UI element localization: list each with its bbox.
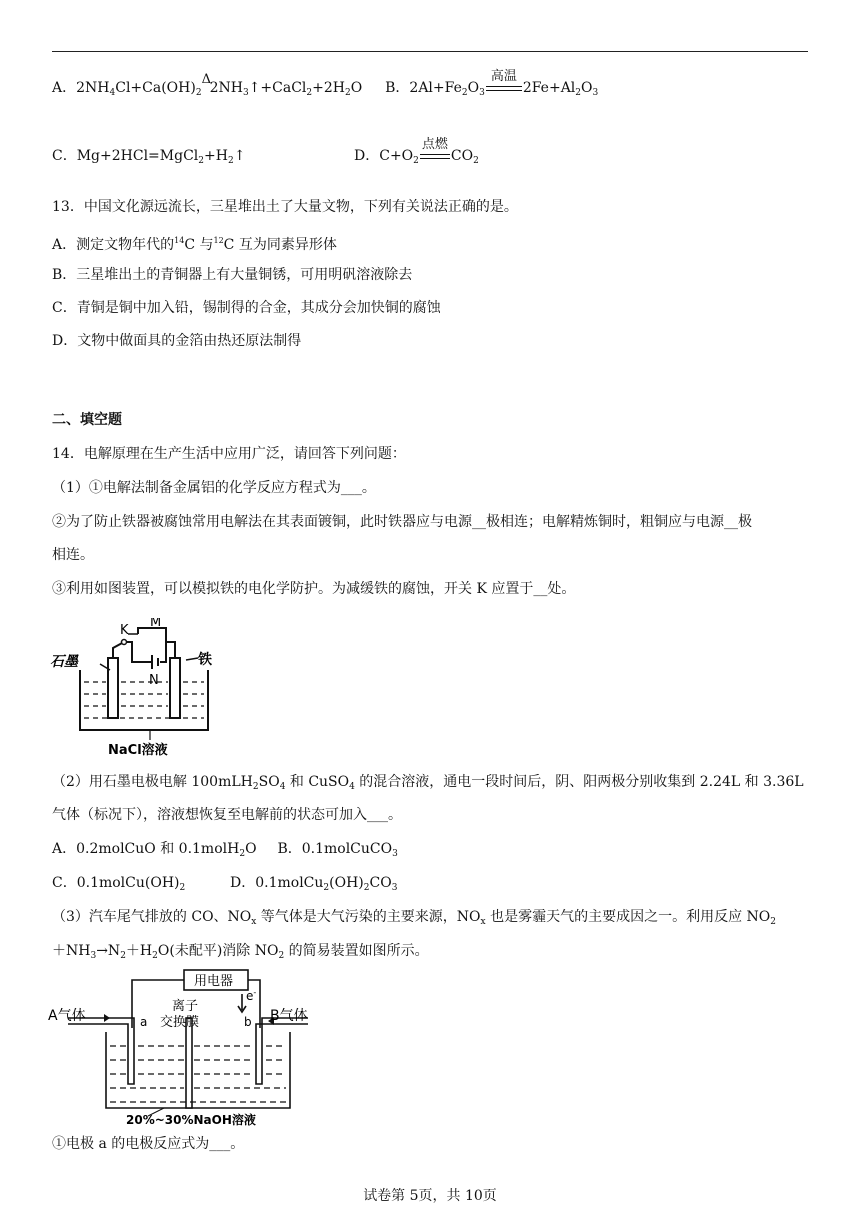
q14-part2-option-b: B．0.1molCuCO$_3$ — [277, 841, 398, 859]
q13-stem: 13．中国文化源远流长，三星堆出土了大量文物，下列有关说法正确的是。 — [52, 199, 518, 215]
q12-option-row-ab — [52, 69, 599, 104]
q14-part1-3: ③利用如图装置，可以模拟铁的电化学防护。为减缓铁的腐蚀，开关 K 应置于__处。 — [52, 581, 576, 597]
switch-contact — [122, 640, 127, 645]
fig2-electrode-b-label: b — [244, 1015, 252, 1029]
q14-part2-options-ab — [52, 838, 398, 865]
reaction-condition: 高温 — [490, 69, 517, 84]
fig2-electron-label: e- — [246, 988, 257, 1003]
fig1-label-solution: NaCl溶液 — [108, 743, 168, 758]
q14-part1-2: ②为了防止铁器被腐蚀常用电解法在其表面镀铜，此时铁器应与电源__极相连；电解精炼铜时，粗铜应与电源__极 — [52, 514, 752, 530]
fig1-label-graphite: 石墨 — [50, 654, 78, 670]
page-footer: 试卷第 5页，共 10页 — [363, 1188, 497, 1204]
q13-option-d: D．文物中做面具的金箔由热还原法制得 — [52, 333, 302, 349]
fig2-gas-a-label: A气体 — [48, 1008, 86, 1024]
q14-part1-1: （1）①电解法制备金属铝的化学反应方程式为___。 — [52, 480, 376, 496]
section-title: 二、填空题 — [52, 412, 122, 428]
q12-option-c: C．$Mg+2HCl=MgCl_2+H_2↑$ — [52, 148, 246, 166]
header-rule — [52, 51, 808, 52]
q14-part3-1: （3）汽车尾气排放的 CO、$NO_x$ 等气体是大气污染的主要来源，$NO_x$ 也是雾霾天气的主要成因之一。利用反应 $NO_2$ — [52, 909, 776, 927]
fig2-solution-label: 20%~30%NaOH溶液 — [126, 1113, 256, 1126]
fig1-label-n: N — [149, 673, 159, 688]
q12-option-d: D．$C+O_2$ 点燃 $CO_2$ — [354, 145, 479, 172]
q14-part3-2: $+NH_3\to N_2+H_2O$(未配平)消除 $NO_2$ 的简易装置如图所示。 — [52, 943, 429, 961]
fig1-label-iron: 铁 — [198, 652, 212, 668]
q13-option-c: C．青铜是铜中加入铅，锡制得的合金，其成分会加快铜的腐蚀 — [52, 300, 441, 316]
figure-iron-protection — [46, 618, 236, 758]
q14-part2-option-d: D．$0.1molCu_2(OH)_2CO_3$ — [230, 875, 398, 893]
heat-symbol: Δ — [201, 72, 211, 87]
fig2-membrane-label-2: 交换膜 — [160, 1015, 200, 1030]
figure-no2-cell — [48, 966, 318, 1126]
q14-part2-1: （2）用石墨电极电解 $100mLH_2SO_4$ 和 CuSO$_4$ 的混合溶液，通电一段时间后，阴、阳两极分别收集到 2.24L 和 3.36L — [52, 774, 804, 792]
q14-part2-option-a: A．0.2molCuO 和 0.1molH$_2$O — [52, 841, 257, 859]
q13-option-b: B．三星堆出土的青铜器上有大量铜锈，可用明矾溶液除去 — [52, 267, 413, 283]
q14-part2-option-c: C．$0.1molCu(OH)_2$ — [52, 875, 186, 893]
reaction-condition: 点燃 — [421, 137, 448, 152]
fig1-label-k: K — [120, 623, 129, 638]
fig2-membrane-label-1: 离子 — [172, 999, 199, 1014]
q12-option-b: B．$2Al+Fe_2O_3$ 高温 $2Fe+Al_2O_3$ — [385, 80, 598, 96]
q14-part1-2-cont: 相连。 — [52, 547, 94, 563]
fig1-label-m: M — [150, 618, 162, 630]
fig2-device-label: 用电器 — [194, 974, 234, 989]
q14-part3-3: ①电极 a 的电极反应式为___。 — [52, 1136, 245, 1152]
q14-stem: 14．电解原理在生产生活中应用广泛，请回答下列问题： — [52, 446, 406, 462]
fig2-gas-b-label: B气体 — [270, 1008, 308, 1024]
q13-option-a: A．测定文物年代的$^{14}$C 与$^{12}$C 互为同素异形体 — [52, 236, 337, 253]
q12-option-a: A．$2NH_4Cl+Ca(OH)_2$ Δ $2NH_3↑+CaCl_2+2H_2O$ — [52, 80, 362, 96]
q14-part2-2: 气体（标况下），溶液想恢复至电解前的状态可加入___。 — [52, 807, 402, 823]
fig2-electrode-a-label: a — [140, 1015, 148, 1029]
